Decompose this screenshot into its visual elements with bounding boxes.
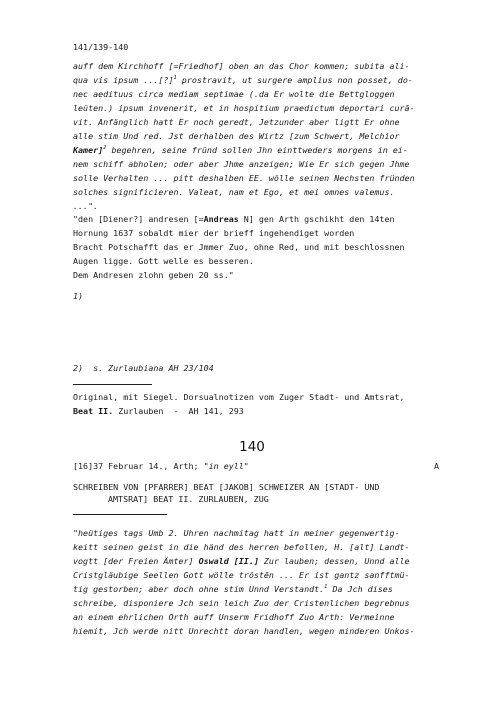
footnote-ref: 1 (173, 75, 177, 81)
text-line: Cristgläubige Seellen Gott wölle tröstēn ... Er ist gantz sanfftmü- (73, 570, 410, 580)
source-note-line: Original, mit Siegel. Dorsualnotizen vom Zuger Stadt- und Amtsrat, (73, 392, 405, 402)
text-span: Da Jch dises (327, 584, 393, 594)
postscript-line: Dem Andresen zlohn geben 20 ss." (73, 270, 234, 280)
person-name: Kamer] (73, 145, 104, 155)
footnote-ref: 2 (103, 145, 107, 151)
text-span: tig gestorben; aber doch ohne stim Unnd Verstandt. (73, 584, 325, 594)
text-span: Zurlauben - AH 141, 293 (113, 406, 244, 416)
text-span: vogtt [der Freien Ämter] (73, 556, 199, 566)
letter-line (73, 75, 413, 85)
letter-line: alle stim Und red. Jst derhalben des Wirtz [zum Schwert, Melchior (73, 131, 400, 141)
postscript-line: Hornung 1637 sobaldt mier der brieff ingehendiget worden (73, 228, 355, 238)
text-line (73, 584, 393, 594)
letter-line: solle Verhalten ... pitt deshalben EE. wölle seinen Nechsten fründen (73, 173, 415, 183)
divider (73, 384, 152, 385)
letter-line: nec aedituus circa mediam septimae (.da Er wolte die Bettgloggen (73, 89, 395, 99)
person-name: Beat II. (73, 406, 114, 416)
text-span: Zur lauben; dessen, Unnd alle (258, 556, 410, 566)
text-line: hiemit, Jch werde nitt Unrechtt doran handlen, wegen minderen Unkos- (73, 626, 415, 636)
postscript-line: Augen ligge. Gott welle es besseren. (73, 256, 254, 266)
document-title-line: SCHREIBEN VON [PFARRER] BEAT [JAKOB] SCHWEIZER AN [STADT- UND (73, 482, 380, 492)
text-line (73, 556, 410, 566)
text-line: keitt seinen geist in die händ des herren befollen, H. [alt] Landt- (73, 542, 410, 552)
letter-line: nem schiff abholen; oder aber Jhme anzeigen; Wie Er sich gegen Jhme (73, 159, 410, 169)
text-span: [16]37 Februar 14., Arth; (73, 461, 204, 471)
text-line: schreibe, disponiere Jch sein leich Zuo der Cristenlichen begrebnus (73, 598, 410, 608)
footnote-ref: 1 (324, 584, 328, 590)
letter-line: ...". (73, 201, 99, 211)
divider (73, 514, 167, 515)
letter-line: vit. Anfänglich hatt Er noch geredt, Jetzunder aber ligtt Er ohne (73, 117, 400, 127)
text-span: begehren, seine fründ sollen Jhn einttweders morgens in ei- (106, 145, 408, 155)
source-note-line (73, 406, 244, 416)
letter-line: leüten.) ipsum invenerit, et in hospitium praedictum deportari curā- (73, 103, 415, 113)
page-reference: 141/139-140 (73, 42, 129, 52)
text-line: "heütiges tags Umb 2. Uhren nachmitag hatt in meiner gegenwertig- (73, 528, 400, 538)
text-span: N] gen Arth gschikht den 14ten (238, 214, 395, 224)
document-date (73, 461, 249, 471)
letter-line: solches significieren. Valeat, nam et Ego, et mei omnes valemus. (73, 187, 395, 197)
person-name: Andreas (203, 214, 239, 224)
person-name: Oswald [II.] (198, 556, 259, 566)
letter-line (73, 145, 408, 155)
postscript-line (73, 214, 395, 224)
document-number: 140 (239, 439, 265, 455)
footnote-1: 1) (73, 291, 84, 301)
postscript-line: Bracht Potschafft das er Jmmer Zuo, ohne Red, und mit beschlossnen (73, 242, 405, 252)
document-title-line: AMTSRAT] BEAT II. ZURLAUBEN, ZUG (108, 494, 269, 504)
text-span: "den [Diener?] andresen [= (73, 214, 204, 224)
letter-code: A (434, 461, 440, 471)
footnote-2: 2) s. Zurlaubiana AH 23/104 (73, 363, 214, 373)
text-span: qua vis ipsum ...[?] (73, 75, 174, 85)
letter-line: auff dem Kirchhoff [=Friedhof] oben an das Chor kommen; subita ali- (73, 61, 410, 71)
text-span: prostravit, ut surgere amplius non posset, do- (176, 75, 413, 85)
text-line: an einem ehrlichen Orth auff Unserm Fridhoff Zuo Arth: Vermeinne (73, 612, 395, 622)
text-span: "in eyll" (203, 461, 249, 471)
